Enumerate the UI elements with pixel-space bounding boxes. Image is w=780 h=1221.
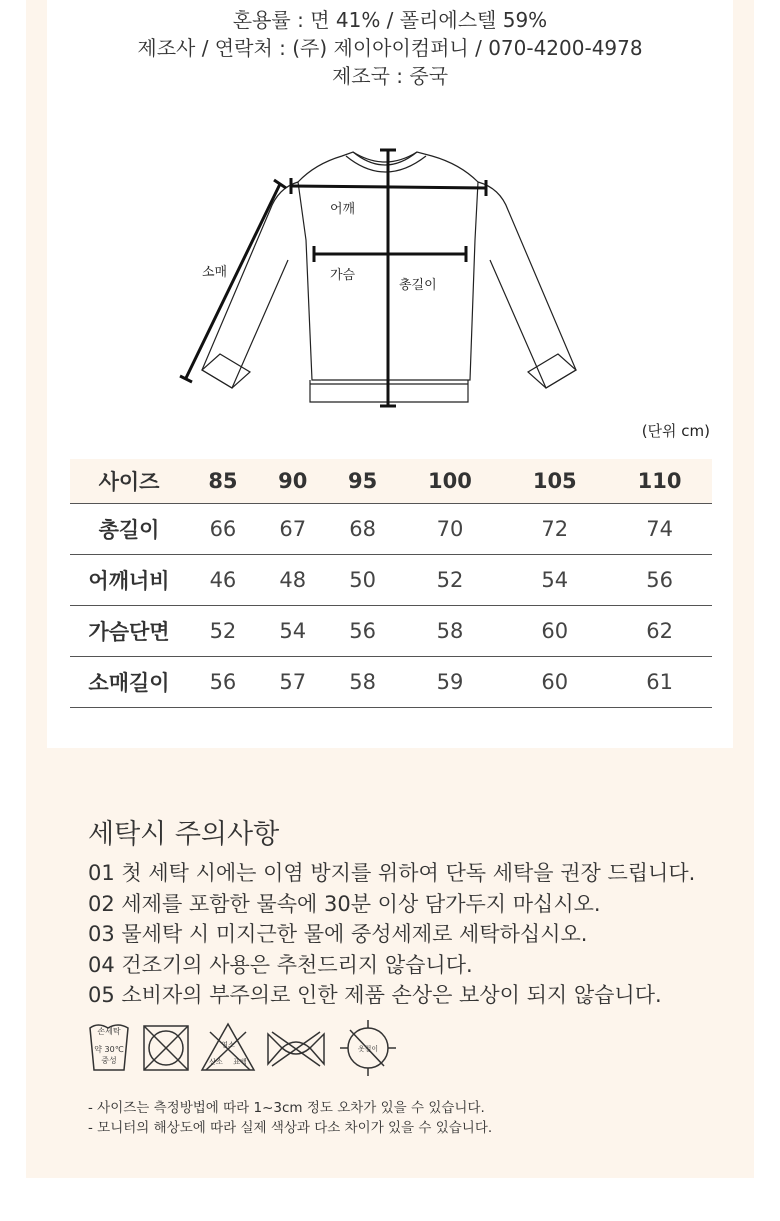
care-instructions bbox=[88, 858, 695, 1011]
unit-label: (단위 cm) bbox=[641, 422, 710, 440]
no-wring-icon bbox=[268, 1032, 324, 1066]
table-row bbox=[70, 504, 712, 555]
size-90: 90 bbox=[258, 459, 328, 504]
table-cell: 70 bbox=[398, 504, 503, 555]
length-label: 총길이 bbox=[399, 278, 437, 293]
table-cell: 52 bbox=[398, 555, 503, 606]
care-item: 05 소비자의 부주의로 인한 제품 손상은 보상이 되지 않습니다. bbox=[88, 983, 662, 1007]
no-tumble-dry-icon bbox=[144, 1026, 188, 1070]
material-text: 혼용률 : 면 41% / 폴리에스텔 59% bbox=[232, 8, 548, 32]
care-item: 04 건조기의 사용은 추천드리지 않습니다. bbox=[88, 952, 473, 977]
table-cell: 59 bbox=[398, 657, 503, 708]
table-cell: 60 bbox=[502, 657, 607, 708]
care-item: 03 물세탁 시 미지근한 물에 중성세제로 세탁하십시오. bbox=[88, 922, 588, 946]
table-cell: 61 bbox=[607, 657, 712, 708]
hand-wash-icon bbox=[90, 1025, 128, 1070]
note-item: - 사이즈는 측정방법에 따라 1~3cm 정도 오차가 있을 수 있습니다. bbox=[88, 1100, 485, 1116]
shoulder-label: 어깨 bbox=[330, 202, 356, 217]
table-cell: 50 bbox=[328, 555, 398, 606]
table-cell: 56 bbox=[188, 657, 258, 708]
size-header-row bbox=[70, 459, 712, 504]
care-item: 01 첫 세탁 시에는 이염 방지를 위하여 단독 세탁을 권장 드립니다. bbox=[88, 861, 696, 885]
hand-wash-title: 손세탁 bbox=[97, 1027, 121, 1036]
hanger-dry-icon bbox=[340, 1020, 396, 1076]
size-85: 85 bbox=[188, 459, 258, 504]
bleach-right-label: 표백 bbox=[233, 1058, 247, 1066]
size-table bbox=[70, 459, 712, 708]
bleach-left-label: 산소 bbox=[209, 1058, 223, 1066]
chest-label: 가슴 bbox=[330, 268, 356, 283]
table-cell: 66 bbox=[188, 504, 258, 555]
table-cell: 60 bbox=[502, 606, 607, 657]
table-cell: 46 bbox=[188, 555, 258, 606]
table-cell: 56 bbox=[607, 555, 712, 606]
table-cell: 67 bbox=[258, 504, 328, 555]
hand-wash-temp: 약 30℃ bbox=[94, 1045, 124, 1054]
bleach-top-label: 염소 bbox=[221, 1041, 235, 1049]
hand-wash-detergent: 중성 bbox=[101, 1056, 117, 1065]
sleeve-label: 소매 bbox=[202, 265, 228, 280]
table-cell: 56 bbox=[328, 606, 398, 657]
product-info bbox=[0, 6, 780, 90]
row-label: 어깨너비 bbox=[70, 555, 188, 606]
table-cell: 54 bbox=[258, 606, 328, 657]
notes bbox=[88, 1098, 492, 1138]
manufacturer-text: 제조사 / 연락처 : (주) 제이아이컴퍼니 / 070-4200-4978 bbox=[137, 36, 643, 60]
table-cell: 57 bbox=[258, 657, 328, 708]
bleach-icon bbox=[202, 1024, 254, 1070]
table-cell: 72 bbox=[502, 504, 607, 555]
row-label: 소매길이 bbox=[70, 657, 188, 708]
garment-diagram bbox=[170, 140, 590, 424]
table-cell: 52 bbox=[188, 606, 258, 657]
table-cell: 54 bbox=[502, 555, 607, 606]
table-cell: 68 bbox=[328, 504, 398, 555]
table-row bbox=[70, 657, 712, 708]
table-cell: 48 bbox=[258, 555, 328, 606]
table-cell: 74 bbox=[607, 504, 712, 555]
table-cell: 62 bbox=[607, 606, 712, 657]
size-105: 105 bbox=[502, 459, 607, 504]
table-cell: 58 bbox=[398, 606, 503, 657]
size-100: 100 bbox=[398, 459, 503, 504]
hanger-label: 옷걸이 bbox=[357, 1045, 379, 1053]
size-header-label: 사이즈 bbox=[70, 459, 188, 504]
sweatshirt-outline-icon bbox=[170, 140, 590, 420]
care-title: 세탁시 주의사항 bbox=[88, 819, 280, 850]
care-icons bbox=[88, 1018, 408, 1082]
size-110: 110 bbox=[607, 459, 712, 504]
origin-text: 제조국 : 중국 bbox=[331, 64, 449, 88]
table-row bbox=[70, 606, 712, 657]
table-cell: 58 bbox=[328, 657, 398, 708]
row-label: 총길이 bbox=[70, 504, 188, 555]
note-item: - 모니터의 해상도에 따라 실제 색상과 다소 차이가 있을 수 있습니다. bbox=[88, 1120, 493, 1136]
size-95: 95 bbox=[328, 459, 398, 504]
row-label: 가슴단면 bbox=[70, 606, 188, 657]
care-item: 02 세제를 포함한 물속에 30분 이상 담가두지 마십시오. bbox=[88, 891, 601, 916]
table-row bbox=[70, 555, 712, 606]
